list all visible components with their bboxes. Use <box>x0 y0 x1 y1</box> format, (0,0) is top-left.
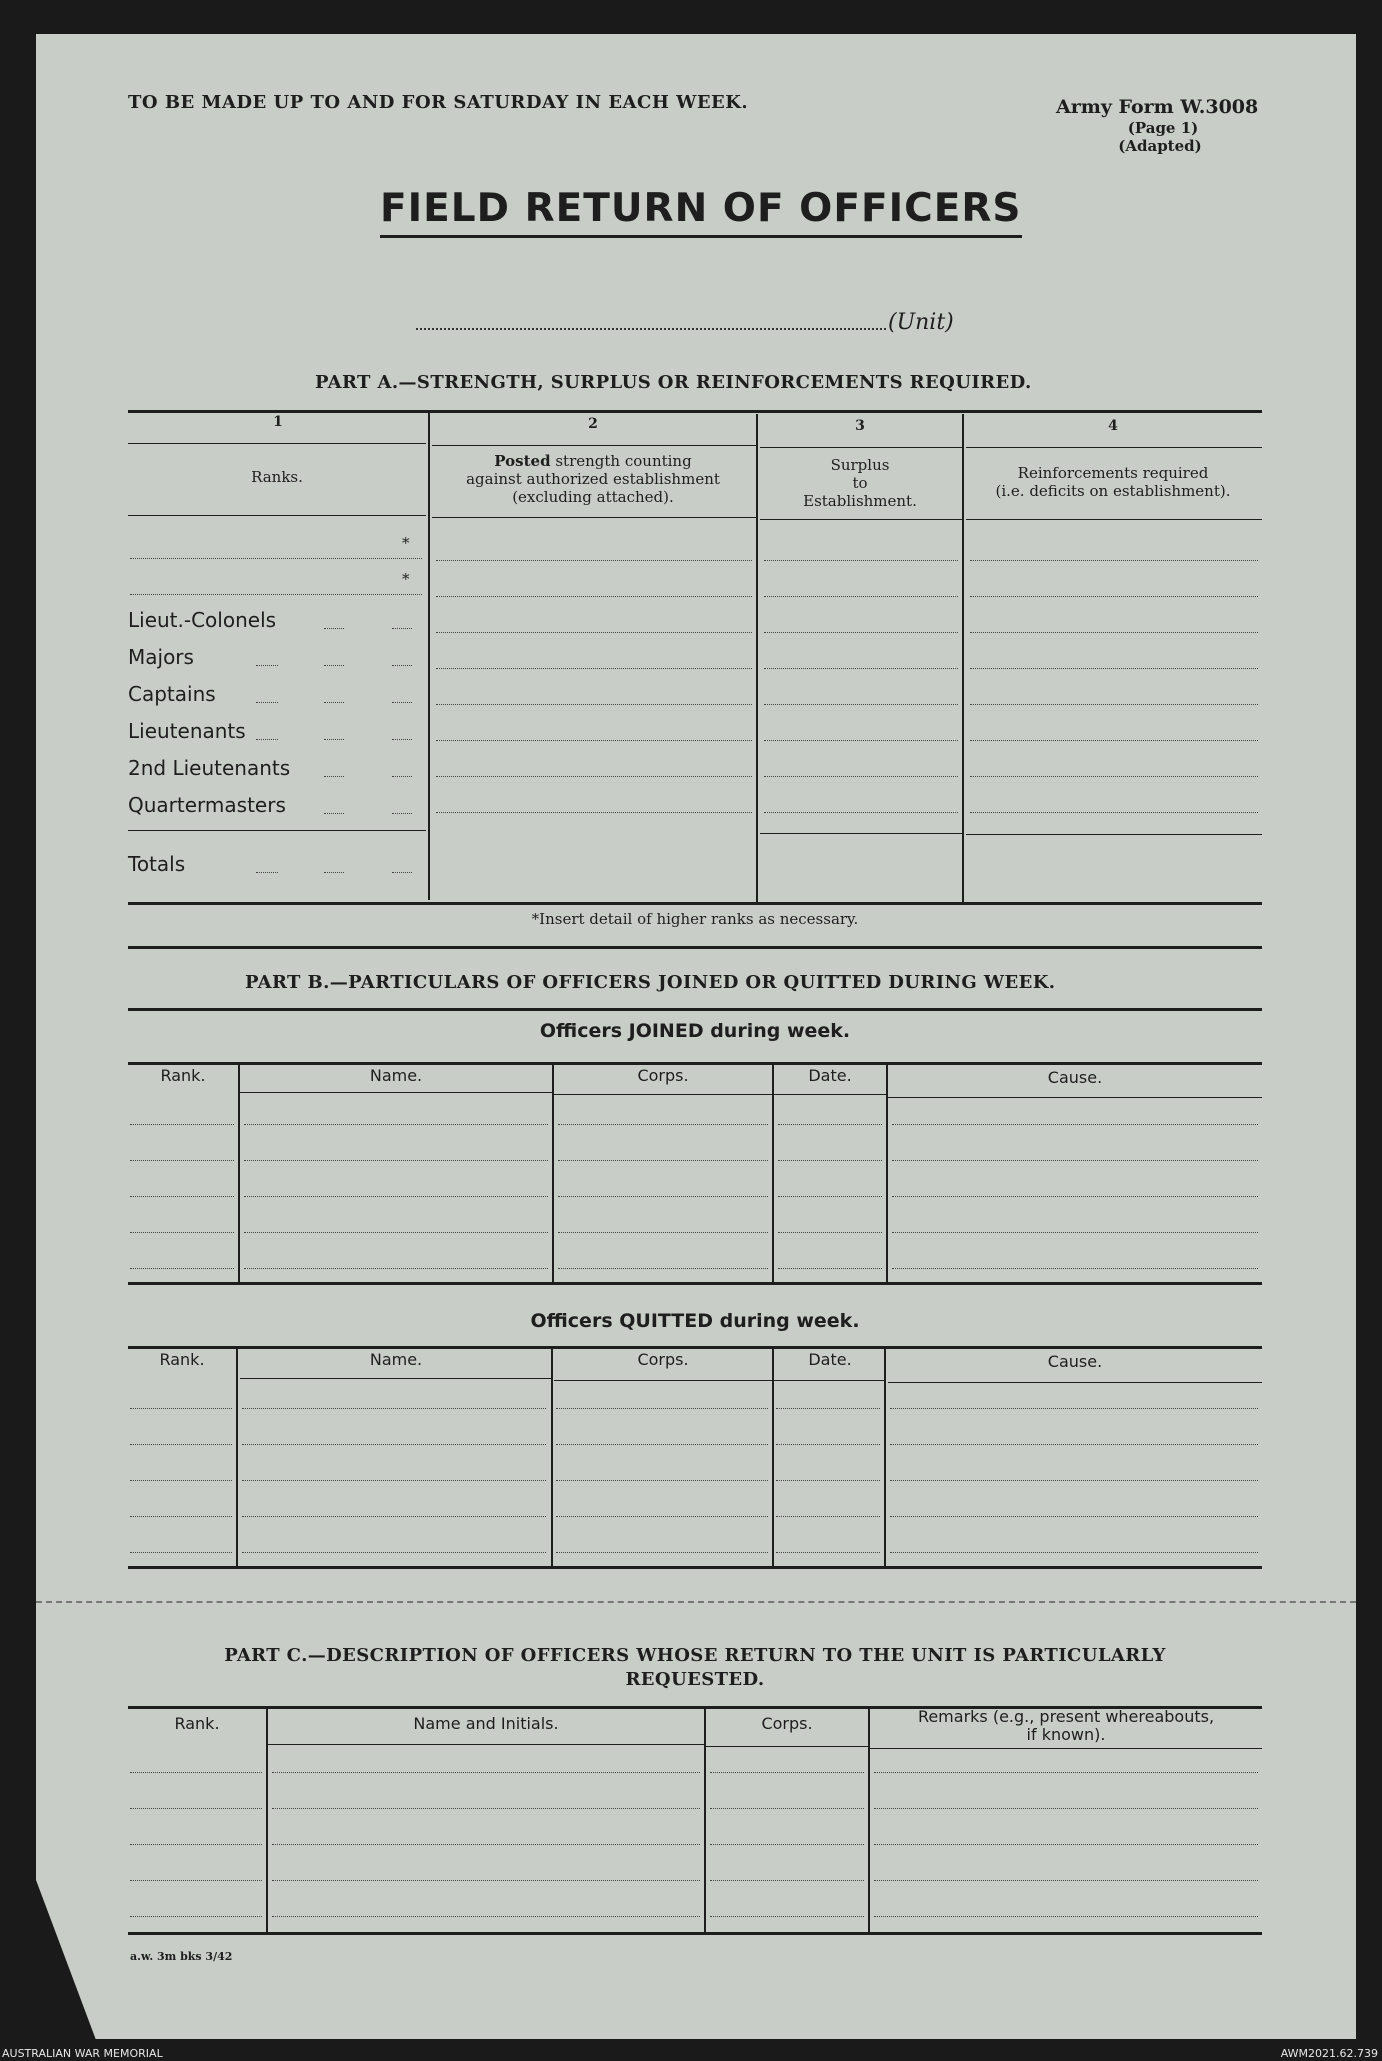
joined-divider-1 <box>238 1064 240 1282</box>
rank-majors: Majors <box>128 645 194 669</box>
rank-leader <box>392 776 412 777</box>
form-number: Army Form W.3008 <box>1056 96 1259 118</box>
entry-line[interactable] <box>436 668 752 669</box>
entry-line[interactable] <box>130 1480 232 1481</box>
part-a-heading: PART A.—STRENGTH, SURPLUS OR REINFORCEMENTS REQUIRED. <box>315 372 1032 393</box>
entry-line[interactable] <box>970 632 1258 633</box>
entry-line[interactable] <box>244 1232 548 1233</box>
entry-line[interactable] <box>556 1444 768 1445</box>
part-a-col2-num-rule <box>432 445 756 446</box>
totals-rule-3 <box>760 833 962 834</box>
quitted-col-cause: Cause. <box>1047 1352 1103 1371</box>
rank-quartermasters: Quartermasters <box>128 793 286 817</box>
quitted-divider-2 <box>551 1348 553 1566</box>
totals-rule-1 <box>128 830 426 831</box>
quitted-divider-3 <box>772 1348 774 1566</box>
entry-line[interactable] <box>558 1268 768 1269</box>
quitted-col-rank: Rank. <box>159 1350 205 1369</box>
part-a-divider-1 <box>428 412 430 900</box>
unit-field-line <box>416 328 886 330</box>
part-c-col-remarks-line1: Remarks (e.g., present whereabouts, <box>917 1707 1215 1726</box>
entry-line[interactable] <box>272 1916 700 1917</box>
entry-line[interactable] <box>558 1196 768 1197</box>
entry-line[interactable] <box>130 1808 262 1809</box>
rank-leader <box>256 665 278 666</box>
entry-line[interactable] <box>764 560 958 561</box>
part-a-col4-num-rule <box>966 447 1262 448</box>
entry-line[interactable] <box>874 1880 1258 1881</box>
entry-line[interactable] <box>890 1480 1258 1481</box>
entry-line[interactable] <box>272 1844 700 1845</box>
entry-line[interactable] <box>710 1916 864 1917</box>
entry-line[interactable] <box>242 1408 546 1409</box>
quitted-col-name: Name. <box>369 1350 423 1369</box>
entry-line[interactable] <box>892 1124 1258 1125</box>
entry-line[interactable] <box>130 1124 234 1125</box>
part-a-footnote: *Insert detail of higher ranks as necessary. <box>531 910 859 928</box>
rank-leader <box>256 739 278 740</box>
totals-rule-4 <box>966 834 1262 835</box>
entry-line[interactable] <box>892 1196 1258 1197</box>
entry-line[interactable] <box>242 1444 546 1445</box>
joined-head-rule-corps <box>554 1094 772 1095</box>
joined-col-corps: Corps. <box>637 1066 689 1085</box>
entry-line[interactable] <box>892 1160 1258 1161</box>
part-c-heading-line1: PART C.—DESCRIPTION OF OFFICERS WHOSE RETURN TO THE UNIT IS PARTICULARLY <box>224 1645 1166 1666</box>
entry-line[interactable] <box>436 560 752 561</box>
entry-line[interactable] <box>558 1160 768 1161</box>
part-a-end-rule <box>128 946 1262 949</box>
higher-rank-line-2 <box>130 594 422 595</box>
higher-rank-star-2: * <box>402 570 410 588</box>
entry-line[interactable] <box>874 1916 1258 1917</box>
entry-line[interactable] <box>764 668 958 669</box>
entry-line[interactable] <box>970 776 1258 777</box>
entry-line[interactable] <box>970 812 1258 813</box>
entry-line[interactable] <box>890 1516 1258 1517</box>
rank-leader <box>392 702 412 703</box>
part-c-head-rule-name <box>268 1744 704 1745</box>
joined-col-date: Date. <box>808 1066 852 1085</box>
rank-leader <box>324 665 344 666</box>
entry-line[interactable] <box>436 632 752 633</box>
entry-line[interactable] <box>558 1232 768 1233</box>
entry-line[interactable] <box>130 1772 262 1773</box>
joined-col-rank: Rank. <box>160 1066 206 1085</box>
entry-line[interactable] <box>436 776 752 777</box>
posted-strength-header <box>430 452 756 506</box>
entry-line[interactable] <box>764 776 958 777</box>
entry-line[interactable] <box>890 1408 1258 1409</box>
part-c-col-name: Name and Initials. <box>413 1714 559 1733</box>
part-a-col3-num-rule <box>760 447 962 448</box>
joined-divider-2 <box>552 1064 554 1282</box>
entry-line[interactable] <box>130 1516 232 1517</box>
quitted-col-corps: Corps. <box>637 1350 689 1369</box>
entry-line[interactable] <box>776 1552 880 1553</box>
entry-line[interactable] <box>272 1772 700 1773</box>
entry-line[interactable] <box>272 1880 700 1881</box>
higher-rank-star-1: * <box>402 534 410 552</box>
rank-leader <box>392 628 412 629</box>
totals-label: Totals <box>128 852 186 876</box>
part-b-heading: PART B.—PARTICULARS OF OFFICERS JOINED OR QUITTED DURING WEEK. <box>245 972 1056 993</box>
entry-line[interactable] <box>244 1268 548 1269</box>
part-a-divider-3 <box>962 414 964 904</box>
joined-table-bottom-rule <box>128 1282 1262 1285</box>
entry-line[interactable] <box>436 740 752 741</box>
rank-lieutenants: Lieutenants <box>128 719 246 743</box>
entry-line[interactable] <box>130 1268 234 1269</box>
rank-leader <box>324 739 344 740</box>
posted-strength-header-rest: strength counting <box>555 452 692 470</box>
entry-line[interactable] <box>130 1160 234 1161</box>
posted-strength-header-line3: (excluding attached). <box>512 488 674 506</box>
part-c-bottom-rule <box>128 1932 1262 1935</box>
joined-divider-4 <box>886 1064 888 1282</box>
rank-leader <box>324 628 344 629</box>
entry-line[interactable] <box>970 740 1258 741</box>
part-a-col1-number: 1 <box>273 414 283 430</box>
quitted-head-rule-name <box>240 1378 552 1379</box>
totals-leader <box>256 872 278 873</box>
rank-leader <box>392 665 412 666</box>
rank-leader <box>392 739 412 740</box>
entry-line[interactable] <box>874 1844 1258 1845</box>
part-a-col4-number: 4 <box>1108 418 1118 434</box>
part-c-head-rule-corps <box>706 1746 868 1747</box>
entry-line[interactable] <box>242 1516 546 1517</box>
part-a-col1-num-rule <box>128 443 426 444</box>
part-c-head-rule-remarks <box>870 1748 1262 1749</box>
entry-line[interactable] <box>556 1516 768 1517</box>
joined-head-rule-name <box>240 1092 552 1093</box>
entry-line[interactable] <box>874 1772 1258 1773</box>
surplus-header-line1: Surplus <box>830 456 890 474</box>
entry-line[interactable] <box>436 812 752 813</box>
form-page: (Page 1) <box>1127 119 1199 137</box>
part-a-col3-number: 3 <box>855 418 865 434</box>
entry-line[interactable] <box>970 668 1258 669</box>
quitted-col-date: Date. <box>808 1350 852 1369</box>
quitted-head-rule-corps <box>554 1380 772 1381</box>
joined-heading: Officers JOINED during week. <box>539 1020 851 1042</box>
entry-line[interactable] <box>776 1444 880 1445</box>
rank-leader <box>324 702 344 703</box>
part-a-col2-number: 2 <box>588 416 598 432</box>
entry-line[interactable] <box>892 1232 1258 1233</box>
part-a-head-rule-2 <box>432 517 756 518</box>
rank-lieut-colonels: Lieut.-Colonels <box>128 608 277 632</box>
joined-divider-3 <box>772 1064 774 1282</box>
entry-line[interactable] <box>130 1196 234 1197</box>
higher-rank-line-1 <box>130 558 422 559</box>
part-c-col-rank: Rank. <box>174 1714 220 1733</box>
entry-line[interactable] <box>130 1844 262 1845</box>
rank-leader <box>392 813 412 814</box>
quitted-table-top-rule <box>128 1346 1262 1349</box>
reinforcements-header-line2: (i.e. deficits on establishment). <box>995 482 1231 500</box>
posted-strength-header-bold: Posted <box>494 452 551 470</box>
rank-leader <box>256 702 278 703</box>
entry-line[interactable] <box>892 1268 1258 1269</box>
rank-2nd-lieutenants: 2nd Lieutenants <box>128 756 291 780</box>
archive-credit: AUSTRALIAN WAR MEMORIAL <box>2 2047 163 2060</box>
quitted-divider-4 <box>884 1348 886 1566</box>
weekly-instruction: TO BE MADE UP TO AND FOR SATURDAY IN EACH WEEK. <box>128 92 749 113</box>
entry-line[interactable] <box>244 1124 548 1125</box>
joined-head-rule-date <box>774 1094 886 1095</box>
form-adapted-note: (Adapted) <box>1118 137 1202 155</box>
entry-line[interactable] <box>130 1408 232 1409</box>
entry-line[interactable] <box>874 1808 1258 1809</box>
part-a-divider-2 <box>756 414 758 902</box>
quitted-divider-1 <box>236 1348 238 1566</box>
totals-leader <box>324 872 344 873</box>
entry-line[interactable] <box>130 1232 234 1233</box>
entry-line[interactable] <box>776 1408 880 1409</box>
part-c-divider-1 <box>266 1708 268 1934</box>
entry-line[interactable] <box>970 560 1258 561</box>
entry-line[interactable] <box>556 1552 768 1553</box>
joined-head-rule-cause <box>888 1097 1262 1098</box>
entry-line[interactable] <box>764 740 958 741</box>
entry-line[interactable] <box>710 1880 864 1881</box>
torn-corner <box>36 1880 96 2040</box>
reinforcements-header-line1: Reinforcements required <box>1017 464 1209 482</box>
print-code: a.w. 3m bks 3/42 <box>130 1950 233 1963</box>
joined-col-cause: Cause. <box>1047 1068 1103 1087</box>
rank-captains: Captains <box>128 682 216 706</box>
entry-line[interactable] <box>764 596 958 597</box>
entry-line[interactable] <box>778 1124 882 1125</box>
entry-line[interactable] <box>890 1552 1258 1553</box>
surplus-header-line2: to <box>852 474 868 492</box>
totals-leader <box>392 872 412 873</box>
entry-line[interactable] <box>764 812 958 813</box>
entry-line[interactable] <box>776 1480 880 1481</box>
posted-strength-header-line2: against authorized establishment <box>466 470 720 488</box>
entry-line[interactable] <box>558 1124 768 1125</box>
entry-line[interactable] <box>776 1516 880 1517</box>
entry-line[interactable] <box>244 1160 548 1161</box>
part-a-head-rule-4 <box>966 519 1262 520</box>
surplus-header <box>758 456 962 510</box>
entry-line[interactable] <box>778 1160 882 1161</box>
part-c-heading-line2: REQUESTED. <box>625 1669 765 1690</box>
entry-line[interactable] <box>778 1232 882 1233</box>
entry-line[interactable] <box>764 632 958 633</box>
entry-line[interactable] <box>130 1916 262 1917</box>
quitted-table-bottom-rule <box>128 1566 1262 1569</box>
part-a-top-rule <box>128 410 1262 413</box>
entry-line[interactable] <box>130 1444 232 1445</box>
entry-line[interactable] <box>970 596 1258 597</box>
quitted-head-rule-cause <box>888 1382 1262 1383</box>
joined-table-top-rule <box>128 1062 1262 1065</box>
entry-line[interactable] <box>130 1880 262 1881</box>
joined-col-name: Name. <box>369 1066 423 1085</box>
reinforcements-header <box>964 464 1262 500</box>
rank-leader <box>324 813 344 814</box>
surplus-header-line3: Establishment. <box>803 492 917 510</box>
unit-label: (Unit) <box>888 310 954 335</box>
part-c-divider-3 <box>868 1708 870 1934</box>
part-c-divider-2 <box>704 1708 706 1934</box>
part-c-col-remarks <box>870 1708 1262 1744</box>
entry-line[interactable] <box>436 596 752 597</box>
perforation-line <box>36 1601 1356 1603</box>
part-c-col-remarks-line2: if known). <box>1026 1725 1106 1744</box>
entry-line[interactable] <box>272 1808 700 1809</box>
entry-line[interactable] <box>556 1408 768 1409</box>
entry-line[interactable] <box>242 1480 546 1481</box>
entry-line[interactable] <box>242 1552 546 1553</box>
part-c-col-corps: Corps. <box>761 1714 813 1733</box>
entry-line[interactable] <box>890 1444 1258 1445</box>
entry-line[interactable] <box>970 704 1258 705</box>
entry-line[interactable] <box>436 704 752 705</box>
entry-line[interactable] <box>778 1268 882 1269</box>
part-a-head-rule-3 <box>760 519 962 520</box>
part-c-heading <box>128 1644 1262 1692</box>
page-title: FIELD RETURN OF OFFICERS <box>380 186 1022 238</box>
part-b-top-rule <box>128 1008 1262 1011</box>
quitted-heading: Officers QUITTED during week. <box>530 1310 860 1332</box>
entry-line[interactable] <box>130 1552 232 1553</box>
rank-leader <box>324 776 344 777</box>
part-a-head-rule-1 <box>128 515 426 516</box>
part-a-bottom-rule <box>128 902 1262 905</box>
ranks-column-header: Ranks. <box>251 468 303 486</box>
entry-line[interactable] <box>710 1808 864 1809</box>
entry-line[interactable] <box>556 1480 768 1481</box>
quitted-head-rule-date <box>774 1380 886 1381</box>
entry-line[interactable] <box>710 1844 864 1845</box>
entry-line[interactable] <box>244 1196 548 1197</box>
entry-line[interactable] <box>710 1772 864 1773</box>
entry-line[interactable] <box>764 704 958 705</box>
entry-line[interactable] <box>778 1196 882 1197</box>
archive-reference: AWM2021.62.739 <box>1280 2047 1378 2060</box>
